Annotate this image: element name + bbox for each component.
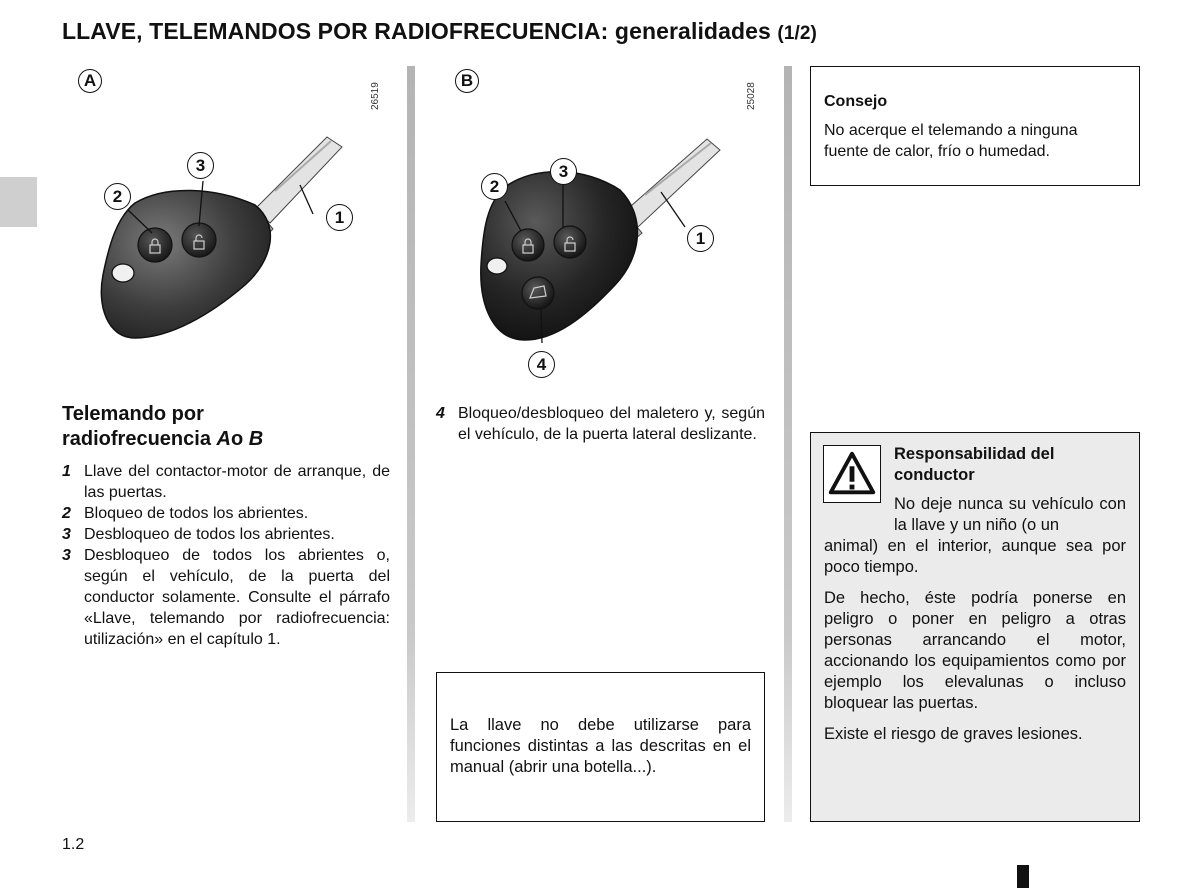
- title-main: LLAVE, TELEMANDOS POR RADIOFRECUENCIA: generalidades: [62, 18, 771, 44]
- section-heading-line2: radiofrecuencia: [62, 428, 211, 450]
- list-item: [62, 461, 390, 503]
- title-part: (1/2): [777, 23, 817, 44]
- item-number: 3: [62, 526, 71, 543]
- warning-lead-continued: animal) en el interior, aunque sea por poco tiempo.: [824, 537, 1126, 576]
- section-heading: [62, 402, 263, 452]
- callout-a-1: 1: [326, 204, 353, 231]
- list-item: [436, 403, 765, 445]
- chapter-tab: [0, 177, 37, 227]
- list-item: [62, 524, 390, 545]
- key-usage-note: [436, 672, 765, 822]
- section-heading-a: A: [216, 428, 231, 450]
- item-text: Bloqueo de todos los abrientes.: [84, 505, 309, 522]
- figure-b-label: B: [455, 69, 479, 93]
- item-number: 2: [62, 505, 71, 522]
- advice-text: No acerque el telemando a ninguna fuente de calor, frío o humedad.: [824, 122, 1078, 160]
- callout-b-2: 2: [481, 173, 508, 200]
- list-item: [62, 545, 390, 650]
- callout-a-3: 3: [187, 152, 214, 179]
- callout-b-3: 3: [550, 158, 577, 185]
- page-title: [62, 18, 817, 45]
- key-usage-text: La llave no debe utilizarse para funciones distintas a las descritas en el manual (abrir una botella...).: [450, 716, 751, 776]
- section-heading-o: o: [230, 428, 244, 450]
- item-number: 3: [62, 547, 71, 564]
- trunk-button-b: [522, 277, 554, 309]
- column-divider-left: [407, 66, 415, 822]
- warning-triangle-icon: [823, 445, 881, 503]
- section-heading-line1: Telemando por: [62, 403, 204, 425]
- figure-a-label: A: [78, 69, 102, 93]
- unlock-button-a: [182, 223, 216, 257]
- key-fob-a-illustration: [95, 125, 395, 350]
- section-heading-b: B: [248, 428, 264, 450]
- item-text: Bloqueo/desbloqueo del maletero y, según el vehículo, de la puerta lateral deslizante.: [458, 405, 765, 443]
- unlock-button-b: [554, 226, 586, 258]
- lock-button-a: [138, 228, 172, 262]
- warning-lead: No deje nunca su vehículo con la llave y un niño (o un: [894, 495, 1126, 534]
- advice-heading: Consejo: [824, 93, 888, 110]
- legend-list-b: [436, 403, 765, 445]
- item-text: Desbloqueo de todos los abrientes o, según el vehículo, de la puerta del conductor solamente. Consulte el párrafo «Llave, telemando por radiofrecuencia: utilización» en el capítulo 1.: [84, 547, 390, 648]
- item-text: Llave del contactor-motor de arranque, de las puertas.: [84, 463, 390, 501]
- warning-box: [810, 432, 1140, 822]
- figure-a-code: 26519: [370, 82, 381, 110]
- callout-a-2: 2: [104, 183, 131, 210]
- item-number: 1: [62, 463, 71, 480]
- callout-b-1: 1: [687, 225, 714, 252]
- lock-button-b: [512, 229, 544, 261]
- callout-b-4: 4: [528, 351, 555, 378]
- list-item: [62, 503, 390, 524]
- warning-paragraph-3: Existe el riesgo de graves lesiones.: [824, 725, 1083, 743]
- figure-b-code: 25028: [746, 82, 757, 110]
- page-edge-mark: [1017, 865, 1029, 888]
- legend-list: [62, 461, 390, 650]
- item-number: 4: [436, 405, 445, 422]
- warning-paragraph-2: De hecho, éste podría ponerse en peligro o poner en peligro a otras personas arrancando el motor, accionando los equipamientos como por ejemplo los elevalunas o incluso bloquear las puertas.: [824, 589, 1126, 712]
- column-divider-right: [784, 66, 792, 822]
- item-text: Desbloqueo de todos los abrientes.: [84, 526, 335, 543]
- advice-box: [810, 66, 1140, 186]
- page-number: 1.2: [62, 836, 85, 853]
- warning-heading: Responsabilidad del conductor: [894, 445, 1055, 484]
